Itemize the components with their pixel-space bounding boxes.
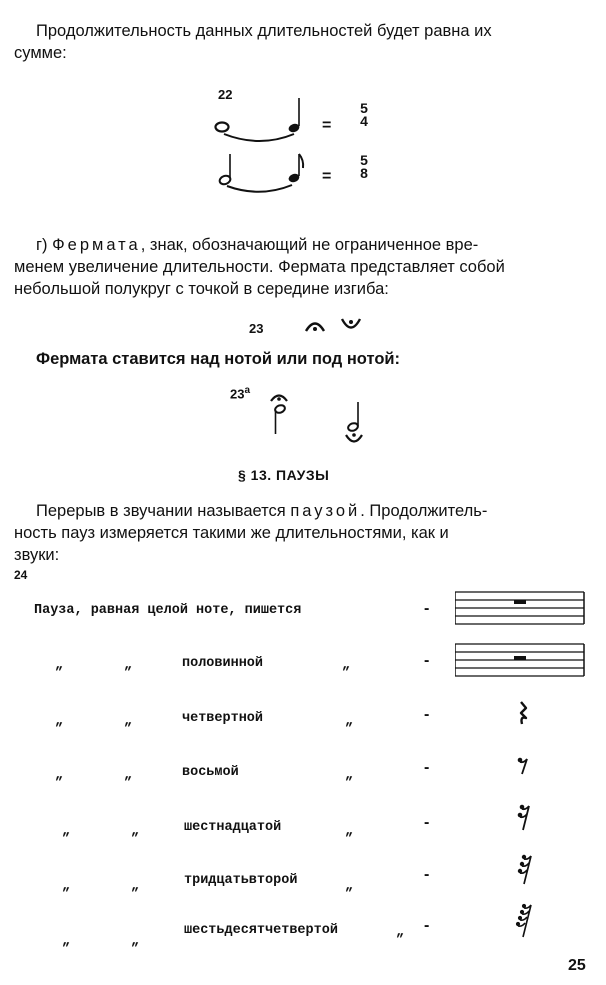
intro-line-1: Продолжительность данных длительностей будет равна их	[36, 22, 492, 40]
rest-row-dash: -	[424, 866, 430, 883]
fermata-above-icon	[304, 318, 326, 334]
ditto-mark: „	[124, 768, 133, 783]
whole-note-icon	[216, 123, 229, 132]
example-22-number: 22	[218, 87, 233, 102]
list-marker: г)	[36, 236, 53, 254]
page-number: 25	[568, 957, 586, 974]
ditto-mark: „	[124, 714, 133, 729]
example-23a-number	[230, 385, 250, 401]
eighth-note-icon	[287, 154, 303, 184]
rest-row-half-label: половинной	[182, 656, 264, 671]
fraction-5-4	[357, 102, 371, 128]
ditto-mark: „	[131, 824, 140, 839]
fraction-numerator: 5	[360, 152, 368, 168]
fraction-denominator: 4	[360, 113, 368, 129]
example-superscript: а	[244, 385, 251, 396]
half-rest-icon	[455, 642, 585, 678]
ditto-mark: „	[131, 879, 140, 894]
pauses-line-3: звуки:	[14, 546, 60, 564]
ditto-mark: „	[62, 879, 71, 894]
fermata-below-icon	[340, 316, 362, 334]
fermata-line-2: менем увеличение длительности. Фермата представляет собой	[14, 258, 505, 276]
pauses-line-2: ность пауз измеряется такими же длительностями, как и	[14, 524, 449, 542]
rest-row-dash: -	[424, 652, 430, 669]
ditto-mark: „	[62, 824, 71, 839]
whole-rest-icon	[455, 590, 585, 626]
quarter-rest-icon	[516, 700, 530, 726]
rest-row-eighth-label: восьмой	[182, 765, 239, 780]
ditto-mark: „	[55, 658, 64, 673]
rest-row-dash: -	[424, 759, 430, 776]
thirty-second-rest-icon	[516, 853, 536, 887]
ditto-mark: „	[342, 658, 351, 673]
rest-row-dash: -	[424, 917, 430, 934]
quarter-note-icon	[287, 98, 300, 134]
fraction-denominator: 8	[360, 165, 368, 181]
note-with-fermata-above	[266, 392, 296, 442]
fraction-numerator: 5	[360, 100, 368, 116]
example-number: 23	[230, 386, 245, 402]
ditto-mark: „	[345, 768, 354, 783]
ditto-mark: „	[396, 925, 405, 940]
note-with-fermata-below	[340, 398, 370, 448]
intro-line-2: сумме:	[14, 44, 67, 62]
pauses-line-1-start: Перерыв в звучании называется	[36, 502, 291, 520]
ditto-mark: „	[345, 714, 354, 729]
pause-term: паузой	[290, 502, 361, 520]
section-heading: § 13. ПАУЗЫ	[238, 467, 330, 483]
fermata-line-1	[36, 234, 586, 256]
sixteenth-rest-icon	[516, 803, 534, 833]
fermata-placement-text: Фермата ставится над нотой или под нотой:	[36, 350, 401, 368]
ditto-mark: „	[345, 824, 354, 839]
tie-icon	[224, 134, 294, 141]
tie-icon	[227, 185, 292, 192]
fermata-term: Фермата	[52, 236, 141, 254]
rest-row-dash: -	[424, 706, 430, 723]
pauses-line-1-end: . Продолжитель-	[360, 502, 488, 520]
pauses-line-1	[36, 500, 586, 522]
half-note-icon	[218, 154, 231, 186]
rest-row-whole-label: Пауза, равная целой ноте, пишется	[34, 603, 302, 618]
rest-row-sixteenth-label: шестнадцатой	[184, 820, 282, 835]
ditto-mark: „	[345, 879, 354, 894]
ditto-mark: „	[131, 934, 140, 949]
rest-row-thirty-second-label: тридцатьвторой	[184, 873, 298, 888]
rest-row-dash: -	[424, 814, 430, 831]
equals-sign-2: =	[322, 168, 332, 185]
sixty-fourth-rest-icon	[514, 902, 536, 940]
example-23-number: 23	[249, 321, 264, 336]
ditto-mark: „	[124, 658, 133, 673]
ditto-mark: „	[62, 934, 71, 949]
fermata-line-3: небольшой полукруг с точкой в середине изгиба:	[14, 280, 389, 298]
rest-row-sixty-fourth-label: шестьдесятчетвертой	[184, 923, 338, 938]
rest-row-dash: -	[424, 600, 430, 617]
ditto-mark: „	[55, 768, 64, 783]
example-22-notation	[210, 96, 320, 196]
fermata-line-1-rest: , знак, обозначающий не ограниченное вре-	[140, 236, 479, 254]
eighth-rest-icon	[516, 756, 530, 776]
equals-sign-1: =	[322, 117, 332, 134]
example-24-number: 24	[14, 568, 28, 582]
ditto-mark: „	[55, 714, 64, 729]
fraction-5-8	[357, 154, 371, 180]
rest-row-quarter-label: четвертной	[182, 711, 264, 726]
